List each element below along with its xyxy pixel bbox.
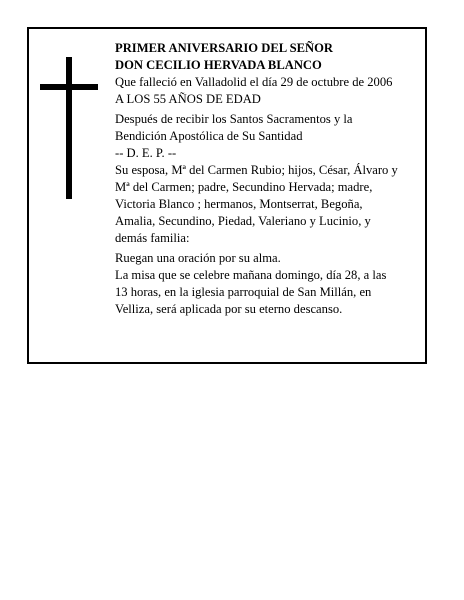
notice-heading [115,40,429,74]
mass-line: La misa que se celebre mañana domingo, día 28, a las [115,268,387,282]
death-info-line: A LOS 55 AÑOS DE EDAD [115,92,261,106]
family-line: Su esposa, Mª del Carmen Rubio; hijos, César, Álvaro y [115,163,398,177]
family-line: demás familia: [115,231,190,245]
family-line: Amalia, Secundino, Piedad, Valeriano y Lucinio, y [115,214,371,228]
heading-line: DON CECILIO HERVADA BLANCO [115,58,322,72]
family-text [115,162,429,247]
sacraments-line: Bendición Apostólica de Su Santidad [115,129,303,143]
mass-text [115,267,429,318]
prayer-text: Ruegan una oración por su alma. [115,251,281,265]
family-line: Victoria Blanco ; hermanos, Montserrat, Begoña, [115,197,363,211]
death-info-line: Que falleció en Valladolid el día 29 de octubre de 2006 [115,75,393,89]
family-line: Mª del Carmen; padre, Secundino Hervada; madre, [115,180,373,194]
mass-line: 13 horas, en la iglesia parroquial de San Millán, en [115,285,372,299]
death-info [115,74,429,108]
cross-vertical-bar [66,57,72,199]
notice-text [115,40,429,318]
mass-line: Velliza, será aplicada por su eterno descanso. [115,302,343,316]
heading-line: PRIMER ANIVERSARIO DEL SEÑOR [115,41,333,55]
sacraments-line: Después de recibir los Santos Sacramentos y la [115,112,353,126]
obituary-notice [27,27,427,364]
sacraments-text [115,111,429,145]
rip-text: -- D. E. P. -- [115,146,177,160]
cross-horizontal-bar [40,84,98,90]
